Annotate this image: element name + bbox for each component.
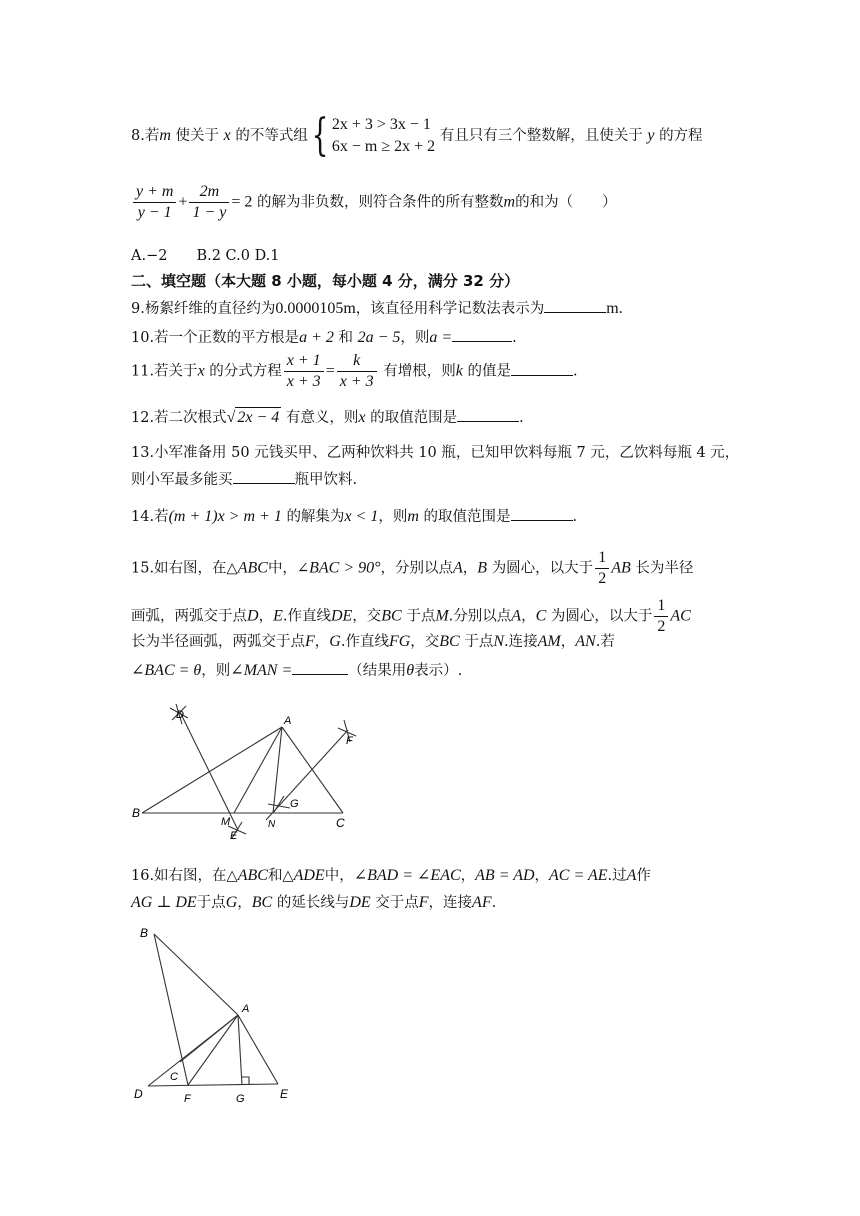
text-segment: 16.如右图，在△ (131, 868, 238, 884)
q14-text: 14.若 (131, 509, 169, 525)
text-segment: 为圆心，以大于 (550, 608, 653, 625)
q12-text: 的取值范围是 (370, 410, 458, 426)
fraction (284, 351, 324, 392)
q14 (131, 506, 577, 527)
text-segment: 作 (636, 868, 651, 884)
fraction-half (654, 596, 668, 637)
text-segment: . (491, 895, 497, 911)
section-title: 二、填空题（本大题 8 小题，每小题 4 分，满分 32 分） (131, 272, 520, 290)
text-segment: AN (575, 633, 596, 650)
q8-text: 的不等式组 (235, 128, 308, 144)
q16-line1 (131, 866, 651, 886)
text-segment: ， (534, 868, 550, 884)
q13-text: 瓶甲饮料. (294, 472, 358, 488)
q10 (131, 327, 517, 348)
segment-ab (154, 934, 238, 1015)
q10-text: 10.若一个正数的平方根是 (131, 330, 300, 346)
text-segment: BC (439, 633, 460, 650)
text-segment: θ (406, 662, 415, 679)
q12-text: 有意义，则 (285, 410, 359, 426)
text-segment: .过 (607, 868, 627, 884)
text-segment: BC (251, 894, 273, 911)
q9-unit: m. (606, 300, 623, 317)
q11-text: 的值是 (467, 363, 511, 380)
q16-line2 (131, 893, 496, 913)
segment-bf (154, 934, 188, 1085)
text-segment: E (273, 607, 283, 625)
text-segment: 1 (595, 548, 609, 569)
answer-blank[interactable] (511, 361, 573, 376)
text-segment: AB = AD (475, 867, 535, 884)
arc-g (268, 796, 290, 812)
fraction-numerator: y + m (133, 182, 176, 203)
text-segment: 中， (324, 868, 354, 884)
q8-text: 的和为（ ） (515, 194, 617, 211)
fraction-numerator: 2m (189, 182, 229, 203)
text-segment: ，分别以点 (380, 560, 454, 577)
var-x: x (358, 409, 366, 426)
q10-text: 和 (338, 330, 353, 346)
answer-blank[interactable] (452, 327, 512, 342)
text-segment: C (535, 607, 547, 625)
var-y: y (647, 127, 655, 144)
var-x: x (223, 127, 231, 144)
text-segment: .分别以点 (448, 608, 512, 625)
text-segment: ABC (237, 867, 268, 884)
q12-end: . (519, 410, 524, 426)
label-a: A (284, 715, 292, 727)
segment-ab (142, 727, 282, 813)
q10-text: ，则 (400, 330, 430, 346)
q8-text: 有且只有三个整数解，且使关于 (439, 128, 643, 144)
text-segment: AM (537, 633, 561, 650)
fraction-denominator: 1 − y (192, 204, 227, 221)
text-segment: ∠BAC = θ (131, 662, 202, 679)
text-segment: ，则 (201, 663, 231, 679)
text-segment: ∠MAN = (230, 662, 293, 679)
answer-blank[interactable] (292, 660, 348, 675)
label-n: N (268, 819, 276, 830)
text-segment: ，交 (352, 608, 382, 625)
label-c: C (170, 1071, 178, 1083)
text-segment: ADE (293, 867, 325, 884)
q11-end: . (572, 363, 578, 380)
text-segment: B (477, 559, 488, 577)
text-segment: M (435, 607, 449, 625)
fraction (133, 182, 176, 223)
text-segment: AC (670, 607, 691, 625)
var-x: x (197, 362, 205, 380)
q10-end: . (512, 330, 517, 346)
text-segment: DE (349, 894, 371, 911)
q13-text: 则小军最多能买 (131, 472, 233, 488)
answer-blank[interactable] (511, 506, 573, 521)
q8-options: A.−2 B.2 C.0 D.1 (131, 248, 280, 264)
text-segment: N (493, 633, 505, 650)
text-segment: ，连接 (428, 895, 473, 911)
fraction-denominator: x + 3 (339, 373, 374, 390)
q14-text: 的解集为 (286, 509, 345, 525)
figure-q15 (128, 700, 358, 850)
q9-text: ，该直径用科学记数法表示为 (355, 301, 545, 317)
var-m: m (407, 508, 419, 525)
label-m: M (221, 816, 231, 828)
q9 (131, 298, 623, 319)
answer-blank[interactable] (544, 298, 606, 313)
text-segment: 长为半径画弧，两弧交于点 (131, 634, 305, 650)
text-segment: 表示）. (414, 663, 463, 679)
q8-line2 (131, 182, 617, 223)
var-m: m (503, 193, 516, 211)
fraction-denominator: y − 1 (137, 204, 172, 221)
fraction-half (595, 548, 609, 589)
label-d: D (134, 1087, 143, 1101)
text-segment: .作直线 (282, 608, 331, 625)
text-segment: 于点 (464, 634, 494, 650)
text-segment: ， (560, 634, 576, 650)
q8-line1 (131, 110, 703, 161)
label-f: F (346, 735, 353, 747)
q15-line4 (131, 660, 462, 681)
text-segment: AF (472, 894, 492, 911)
q11-text: 的分式方程 (209, 363, 282, 380)
q11-text: 11.若关于 (131, 363, 198, 380)
label-g: G (236, 1093, 245, 1105)
inequality-1: 2x + 3 > 3x − 1 (331, 116, 431, 133)
text-segment: 2 (657, 618, 666, 635)
text-segment: 交于点 (375, 895, 419, 911)
text-segment: （结果用 (348, 663, 407, 679)
plus-sign: + (178, 193, 188, 211)
q8-text: 8.若 (131, 128, 160, 144)
text-segment: 中，∠ (267, 560, 310, 577)
text-segment: 于点 (196, 895, 226, 911)
q10-expr: a + 2 (299, 329, 334, 346)
q11: 11.若关于x 的分式方程 $\frac{x + 1}{x + 3}$ = $\frac{k}{x + 3}$ 有增根，则k 的值是 . (131, 352, 578, 390)
text-segment: FG (388, 633, 411, 650)
figure-q16 (128, 920, 303, 1105)
text-segment: ，交 (410, 634, 440, 650)
fraction-numerator: k (337, 351, 377, 372)
q8-text: 的解为非负数，则符合条件的所有整数 (257, 194, 504, 211)
text-segment: F (418, 894, 429, 911)
label-e: E (280, 1087, 289, 1101)
text-segment: A (511, 607, 522, 625)
text-segment: 为圆心，以大于 (491, 560, 594, 577)
text-segment: 于点 (406, 608, 436, 625)
q14-expr: (m + 1)x > m + 1 (168, 508, 282, 525)
text-segment: 1 (654, 596, 668, 617)
label-f: F (184, 1093, 191, 1105)
text-segment: 画弧，两弧交于点 (131, 608, 247, 625)
text-segment: .若 (595, 634, 615, 650)
system-brace: { (311, 110, 329, 161)
fraction (337, 351, 377, 392)
label-b: B (140, 926, 149, 940)
q8-text: 使关于 (175, 128, 220, 144)
text-segment: AC = AE (549, 867, 608, 884)
label-e: E (230, 830, 238, 842)
text-segment: AB (611, 559, 631, 577)
label-b: B (132, 806, 141, 820)
var-m: m (159, 127, 171, 144)
line-fg (266, 730, 348, 820)
radicand: 2x − 4 (237, 409, 280, 426)
right-angle-mark (242, 1077, 249, 1085)
q9-text: 9.杨絮纤维的直径约为 (131, 301, 276, 317)
text-segment: ， (237, 895, 252, 911)
label-g: G (290, 798, 299, 810)
q15-line1 (131, 548, 693, 589)
text-segment: F (305, 633, 315, 650)
text-segment: ABC (237, 559, 268, 577)
text-segment: G (225, 894, 238, 911)
q14-end: . (572, 509, 578, 525)
text-segment: ， (462, 560, 478, 577)
q12: 12.若二次根式√ 2x − 4 有意义，则x 的取值范围是 . (131, 409, 524, 426)
line-de (180, 712, 238, 830)
text-segment: ， (314, 634, 330, 650)
text-segment: 的延长线与 (276, 895, 350, 911)
q10-var: a = (429, 329, 453, 346)
text-segment: ， (258, 608, 274, 625)
text-segment: BC (381, 607, 402, 625)
segment-ae (238, 1015, 278, 1084)
q9-value: 0.0000105m (275, 300, 356, 317)
text-segment: ， (521, 608, 536, 625)
var-k: k (455, 362, 463, 380)
text-segment: .作直线 (340, 634, 389, 650)
text-segment: A (453, 559, 463, 577)
text-segment: DE (330, 607, 353, 625)
segment-ag (238, 1015, 242, 1085)
q15-line3 (131, 632, 615, 652)
q14-text: 的取值范围是 (423, 509, 511, 525)
text-segment: 和△ (267, 868, 294, 884)
answer-blank[interactable] (233, 469, 295, 484)
text-segment: G (329, 633, 341, 650)
q10-expr: 2a − 5 (357, 329, 401, 346)
q13-line1: 13.小军准备用 50 元钱买甲、乙两种饮料共 10 瓶，已知甲饮料每瓶 7 元，乙饮料每瓶 4 元， (131, 445, 740, 461)
q15-line2 (131, 596, 691, 637)
q14-solution: x < 1 (344, 508, 379, 525)
text-segment: ∠BAD = ∠EAC (353, 867, 461, 884)
text-segment: AG ⊥ DE (131, 894, 197, 911)
q12-text: 12.若二次根式 (131, 410, 227, 426)
text-segment: BAC > 90° (309, 559, 381, 577)
q8-text: 的方程 (659, 128, 703, 144)
label-c: C (336, 816, 345, 830)
text-segment: ， (460, 868, 476, 884)
inequality-2: 6x − m ≥ 2x + 2 (331, 138, 436, 155)
fraction-numerator: x + 1 (284, 351, 324, 372)
label-d: D (176, 709, 184, 721)
text-segment: 2 (598, 570, 607, 587)
q13-line2 (131, 469, 357, 490)
inequality-system (332, 114, 435, 158)
fraction-denominator: x + 3 (286, 373, 321, 390)
answer-blank[interactable] (457, 407, 519, 422)
text-segment: D (247, 607, 259, 625)
segment-de (148, 1084, 278, 1086)
equation-rhs: = 2 (231, 193, 253, 211)
text-segment: 15.如右图，在△ (131, 560, 238, 577)
text-segment: .连接 (504, 634, 538, 650)
label-a: A (242, 1003, 250, 1015)
q11-text: 有增根，则 (383, 363, 456, 380)
fraction (189, 182, 229, 223)
text-segment: A (626, 867, 637, 884)
text-segment: 长为半径 (635, 560, 694, 577)
q14-text: ，则 (378, 509, 408, 525)
